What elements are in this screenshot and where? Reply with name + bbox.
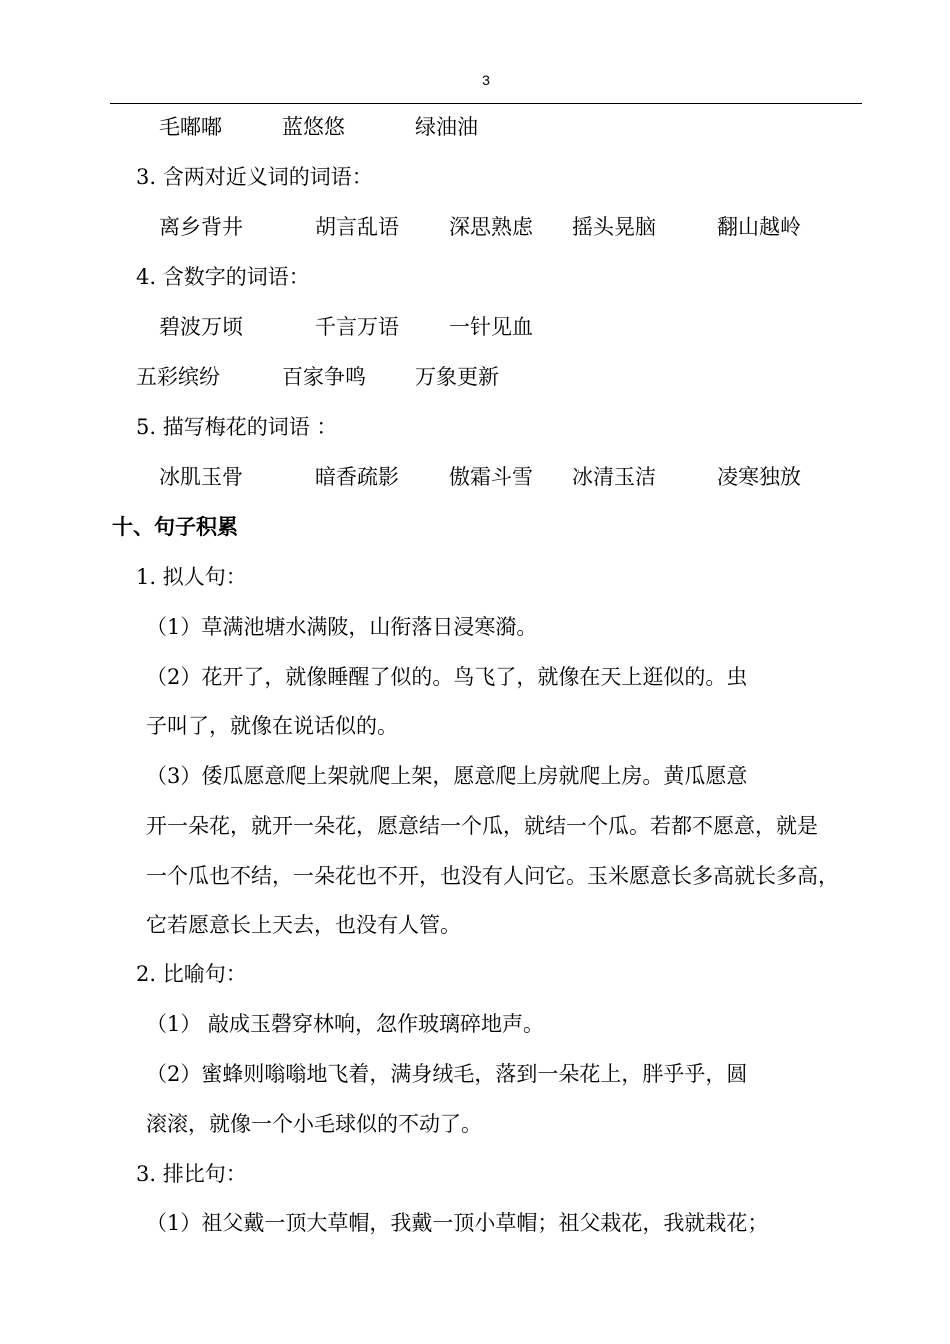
sentence-line: 开一朵花，就开一朵花，愿意结一个瓜，就结一个瓜。若都不愿意，就是 [146,814,818,838]
sentence-line: 子叫了，就像在说话似的。 [146,714,398,738]
sentence-line: （2）蜜蜂则嗡嗡地飞着，满身绒毛，落到一朵花上，胖乎乎，圆 [146,1062,748,1086]
word: 暗香疏影 [315,465,399,489]
word: 万象更新 [415,365,499,389]
sentence-line: （1） 敲成玉磬穿林响，忽作玻璃碎地声。 [146,1012,545,1036]
sentence-line: （1）祖父戴一顶大草帽，我戴一顶小草帽；祖父栽花，我就栽花； [146,1211,769,1235]
word: 冰清玉洁 [572,465,656,489]
word-row [0,363,950,391]
word: 摇头晃脑 [572,215,656,239]
word: 绿油油 [415,115,478,139]
sentence-line: （2）花开了，就像睡醒了似的。鸟飞了，就像在天上逛似的。虫 [146,665,748,689]
word: 冰肌玉骨 [159,465,243,489]
word: 百家争鸣 [282,365,366,389]
sentence-line: 它若愿意长上天去，也没有人管。 [146,913,461,937]
word: 一针见血 [449,315,533,339]
word-row [0,463,950,491]
sentence-line: 滚滚，就像一个小毛球似的不动了。 [146,1112,482,1136]
word: 翻山越岭 [717,215,801,239]
section-heading: 十、句子积累 [112,515,238,539]
word-row [0,113,950,141]
subsection-label: 3. 排比句： [136,1162,247,1186]
word: 傲霜斗雪 [449,465,533,489]
word: 胡言乱语 [315,215,399,239]
header-rule [110,103,862,104]
category-label: 3. 含两对近义词的词语： [136,165,373,189]
word: 凌寒独放 [717,465,801,489]
word: 千言万语 [315,315,399,339]
word: 碧波万顷 [159,315,243,339]
word: 五彩缤纷 [136,365,220,389]
subsection-label: 2. 比喻句： [136,962,247,986]
page-number: 3 [482,72,490,88]
category-label: 4. 含数字的词语： [136,265,310,289]
subsection-label: 1. 拟人句： [136,565,247,589]
word: 毛嘟嘟 [159,115,222,139]
sentence-line: 一个瓜也不结，一朵花也不开，也没有人问它。玉米愿意长多高就长多高， [146,864,839,888]
word: 深思熟虑 [449,215,533,239]
word: 离乡背井 [159,215,243,239]
word-row [0,213,950,241]
sentence-line: （3）倭瓜愿意爬上架就爬上架，愿意爬上房就爬上房。黄瓜愿意 [146,764,748,788]
word: 蓝悠悠 [282,115,345,139]
sentence-line: （1）草满池塘水满陂，山衔落日浸寒漪。 [146,615,538,639]
category-label: 5. 描写梅花的词语 ： [136,415,338,439]
word-row [0,313,950,341]
